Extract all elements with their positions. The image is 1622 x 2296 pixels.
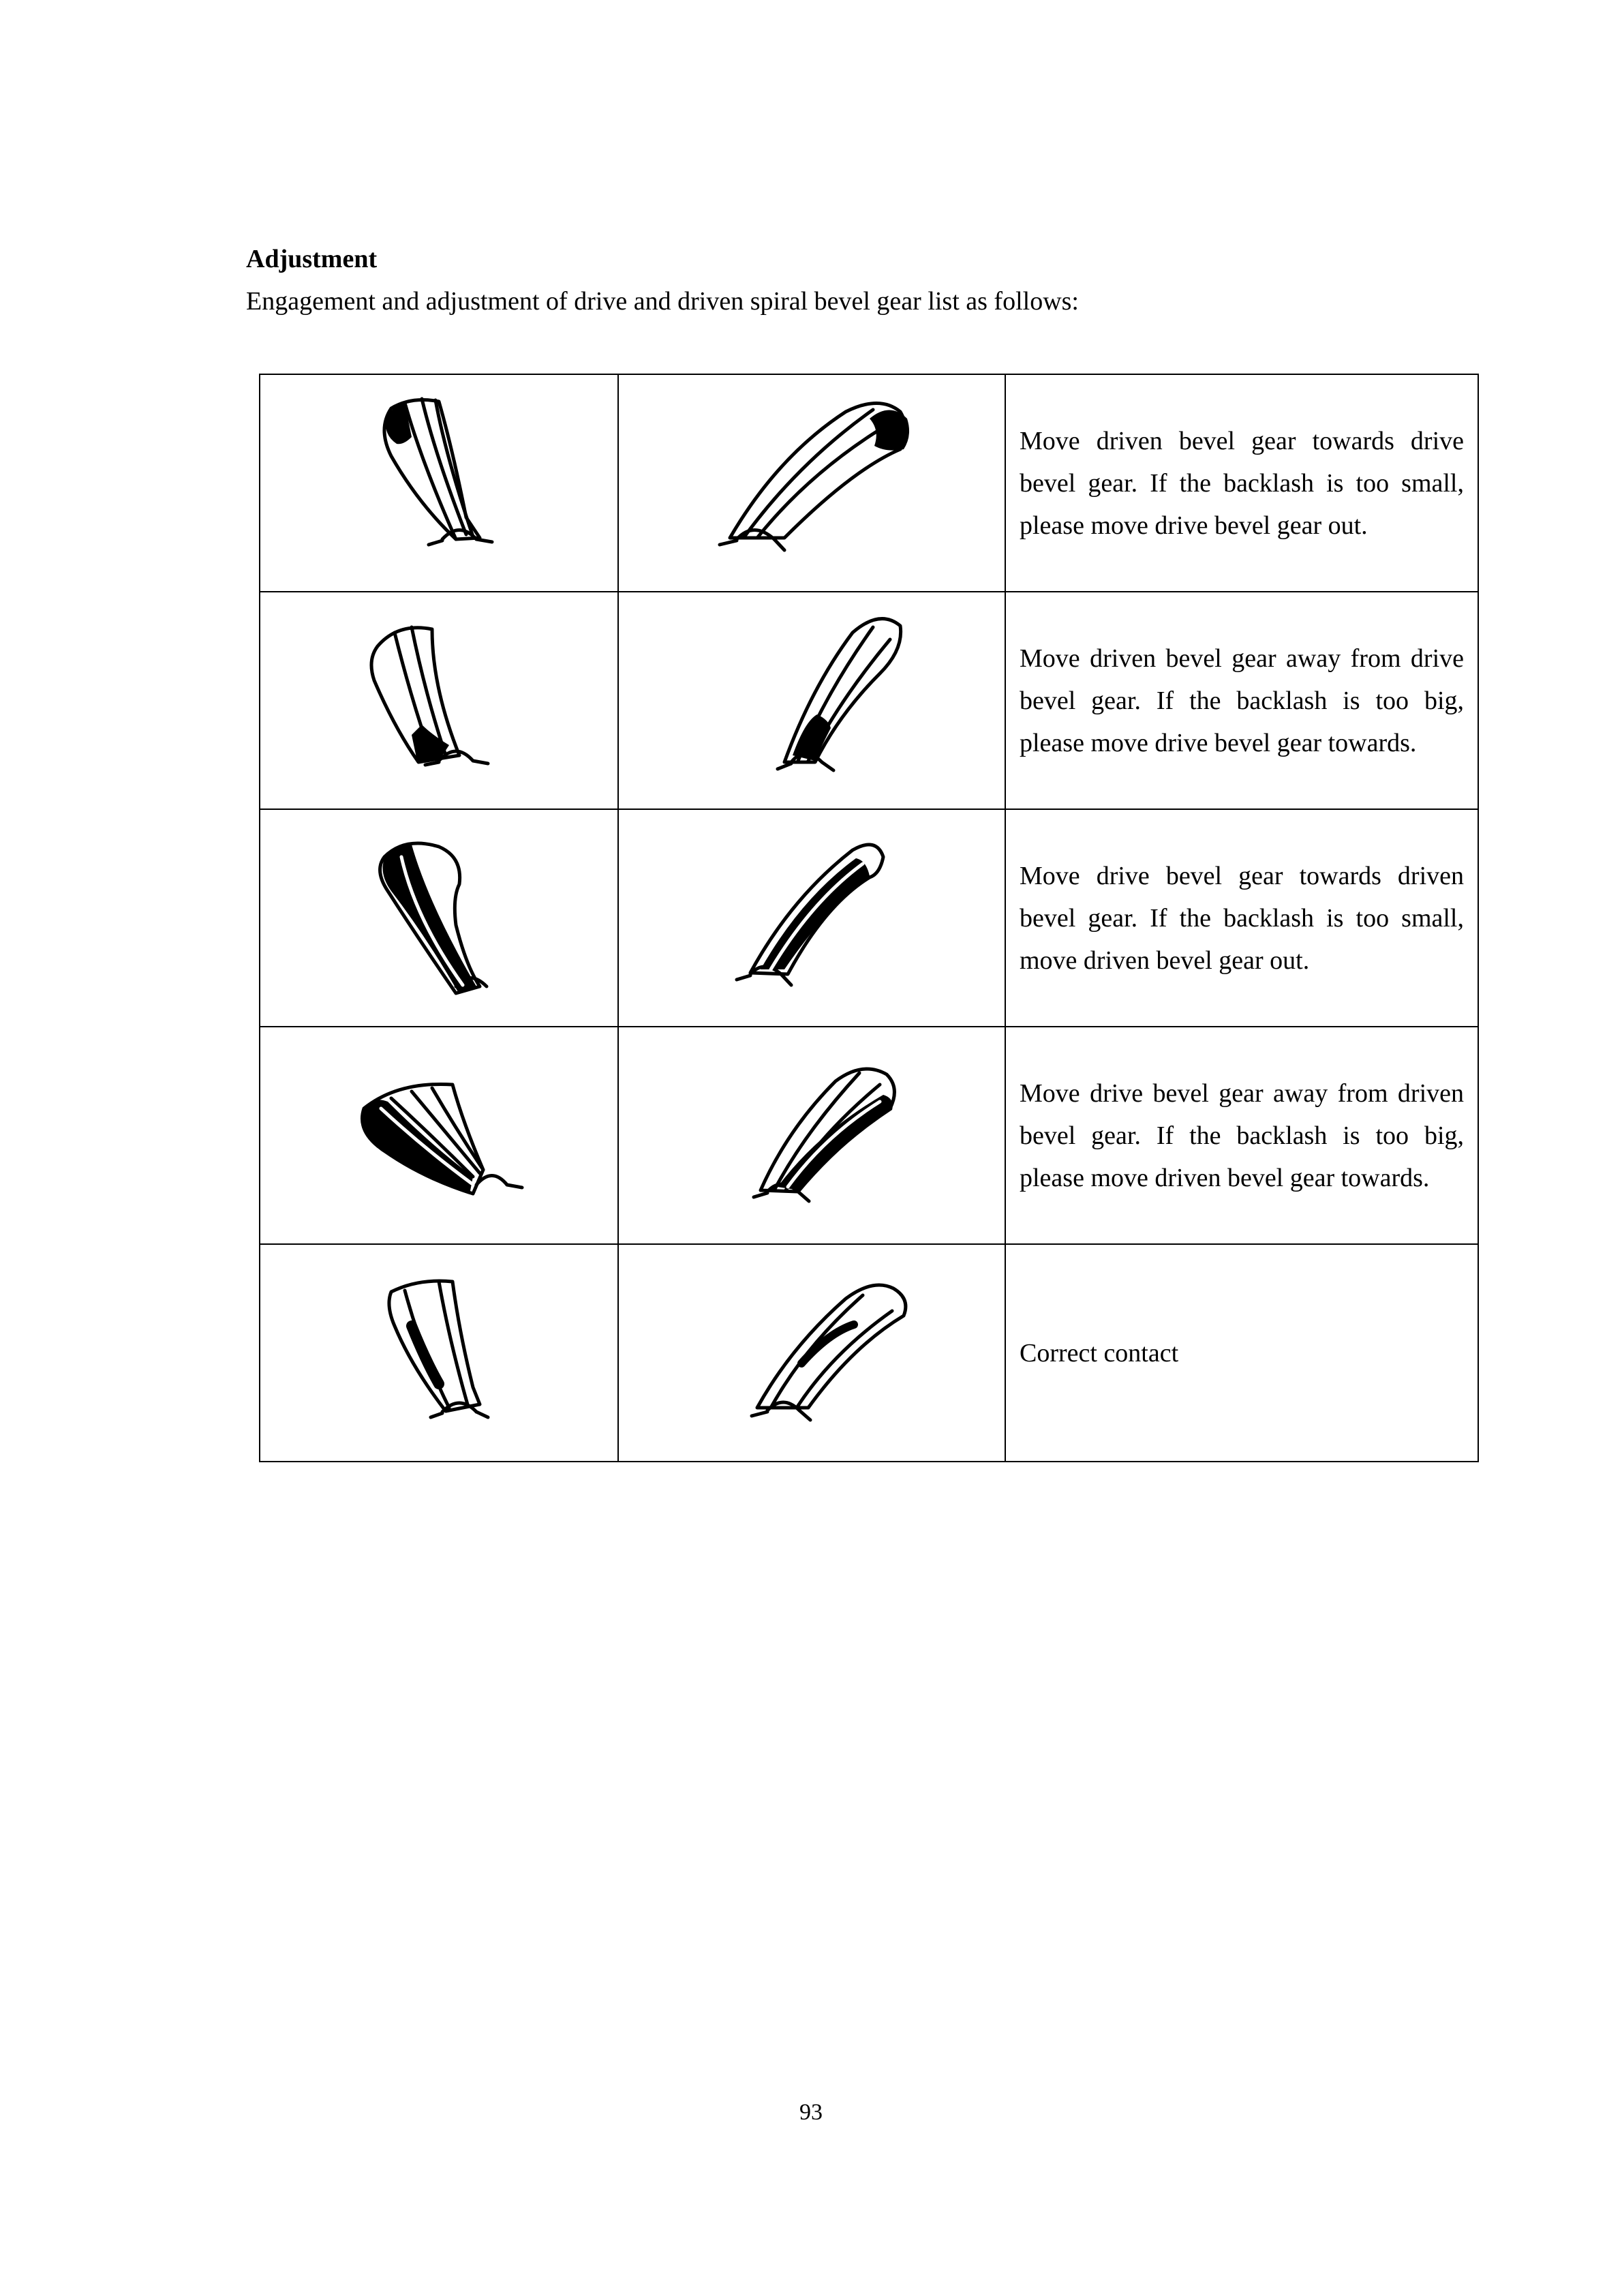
adjustment-description [1005, 592, 1478, 809]
gear-tooth-drawing-flank-contact [337, 816, 541, 1021]
gear-tooth-drawing-flank-contact [675, 816, 948, 1021]
adjustment-description [1005, 809, 1478, 1027]
description-text: Move driven bevel gear towards drive bevel gear. If the backlash is too small, please move drive bevel gear out. [1020, 426, 1464, 540]
adjustment-description [1005, 374, 1478, 592]
gear-tooth-drawing-face-contact [675, 1033, 948, 1238]
table-row [260, 374, 1478, 592]
intro-text: Engagement and adjustment of drive and driven spiral bevel gear list as follows: [246, 287, 1079, 316]
gear-tooth-drawing-toe-contact [675, 381, 948, 586]
gear-tooth-drawing-face-contact [337, 1033, 541, 1238]
gear-tooth-drawing-heel-contact [337, 599, 541, 803]
gear-contact-table [259, 374, 1479, 1462]
drive-gear-tooth-cell [260, 374, 618, 592]
drive-gear-tooth-cell [260, 1027, 618, 1244]
driven-gear-tooth-cell [618, 374, 1005, 592]
adjustment-description [1005, 1244, 1478, 1462]
table-row [260, 1244, 1478, 1462]
drive-gear-tooth-cell [260, 592, 618, 809]
adjustment-description [1005, 1027, 1478, 1244]
table-row [260, 809, 1478, 1027]
gear-tooth-drawing-correct-contact [337, 1251, 541, 1455]
section-heading: Adjustment [246, 245, 378, 273]
table-row [260, 1027, 1478, 1244]
description-text: Move driven bevel gear away from drive bevel gear. If the backlash is too big, please move drive bevel gear towards. [1020, 644, 1464, 757]
gear-tooth-drawing-toe-contact [337, 381, 541, 586]
page-number: 93 [799, 2100, 823, 2125]
description-text: Move drive bevel gear away from driven bevel gear. If the backlash is too big, please move driven bevel gear towards. [1020, 1078, 1464, 1192]
gear-tooth-drawing-correct-contact [675, 1251, 948, 1455]
driven-gear-tooth-cell [618, 1027, 1005, 1244]
gear-tooth-drawing-heel-contact [675, 599, 948, 803]
driven-gear-tooth-cell [618, 1244, 1005, 1462]
driven-gear-tooth-cell [618, 592, 1005, 809]
table-row [260, 592, 1478, 809]
description-text: Move drive bevel gear towards driven bevel gear. If the backlash is too small, move driven bevel gear out. [1020, 861, 1464, 975]
drive-gear-tooth-cell [260, 809, 618, 1027]
driven-gear-tooth-cell [618, 809, 1005, 1027]
description-text: Correct contact [1020, 1338, 1179, 1368]
drive-gear-tooth-cell [260, 1244, 618, 1462]
